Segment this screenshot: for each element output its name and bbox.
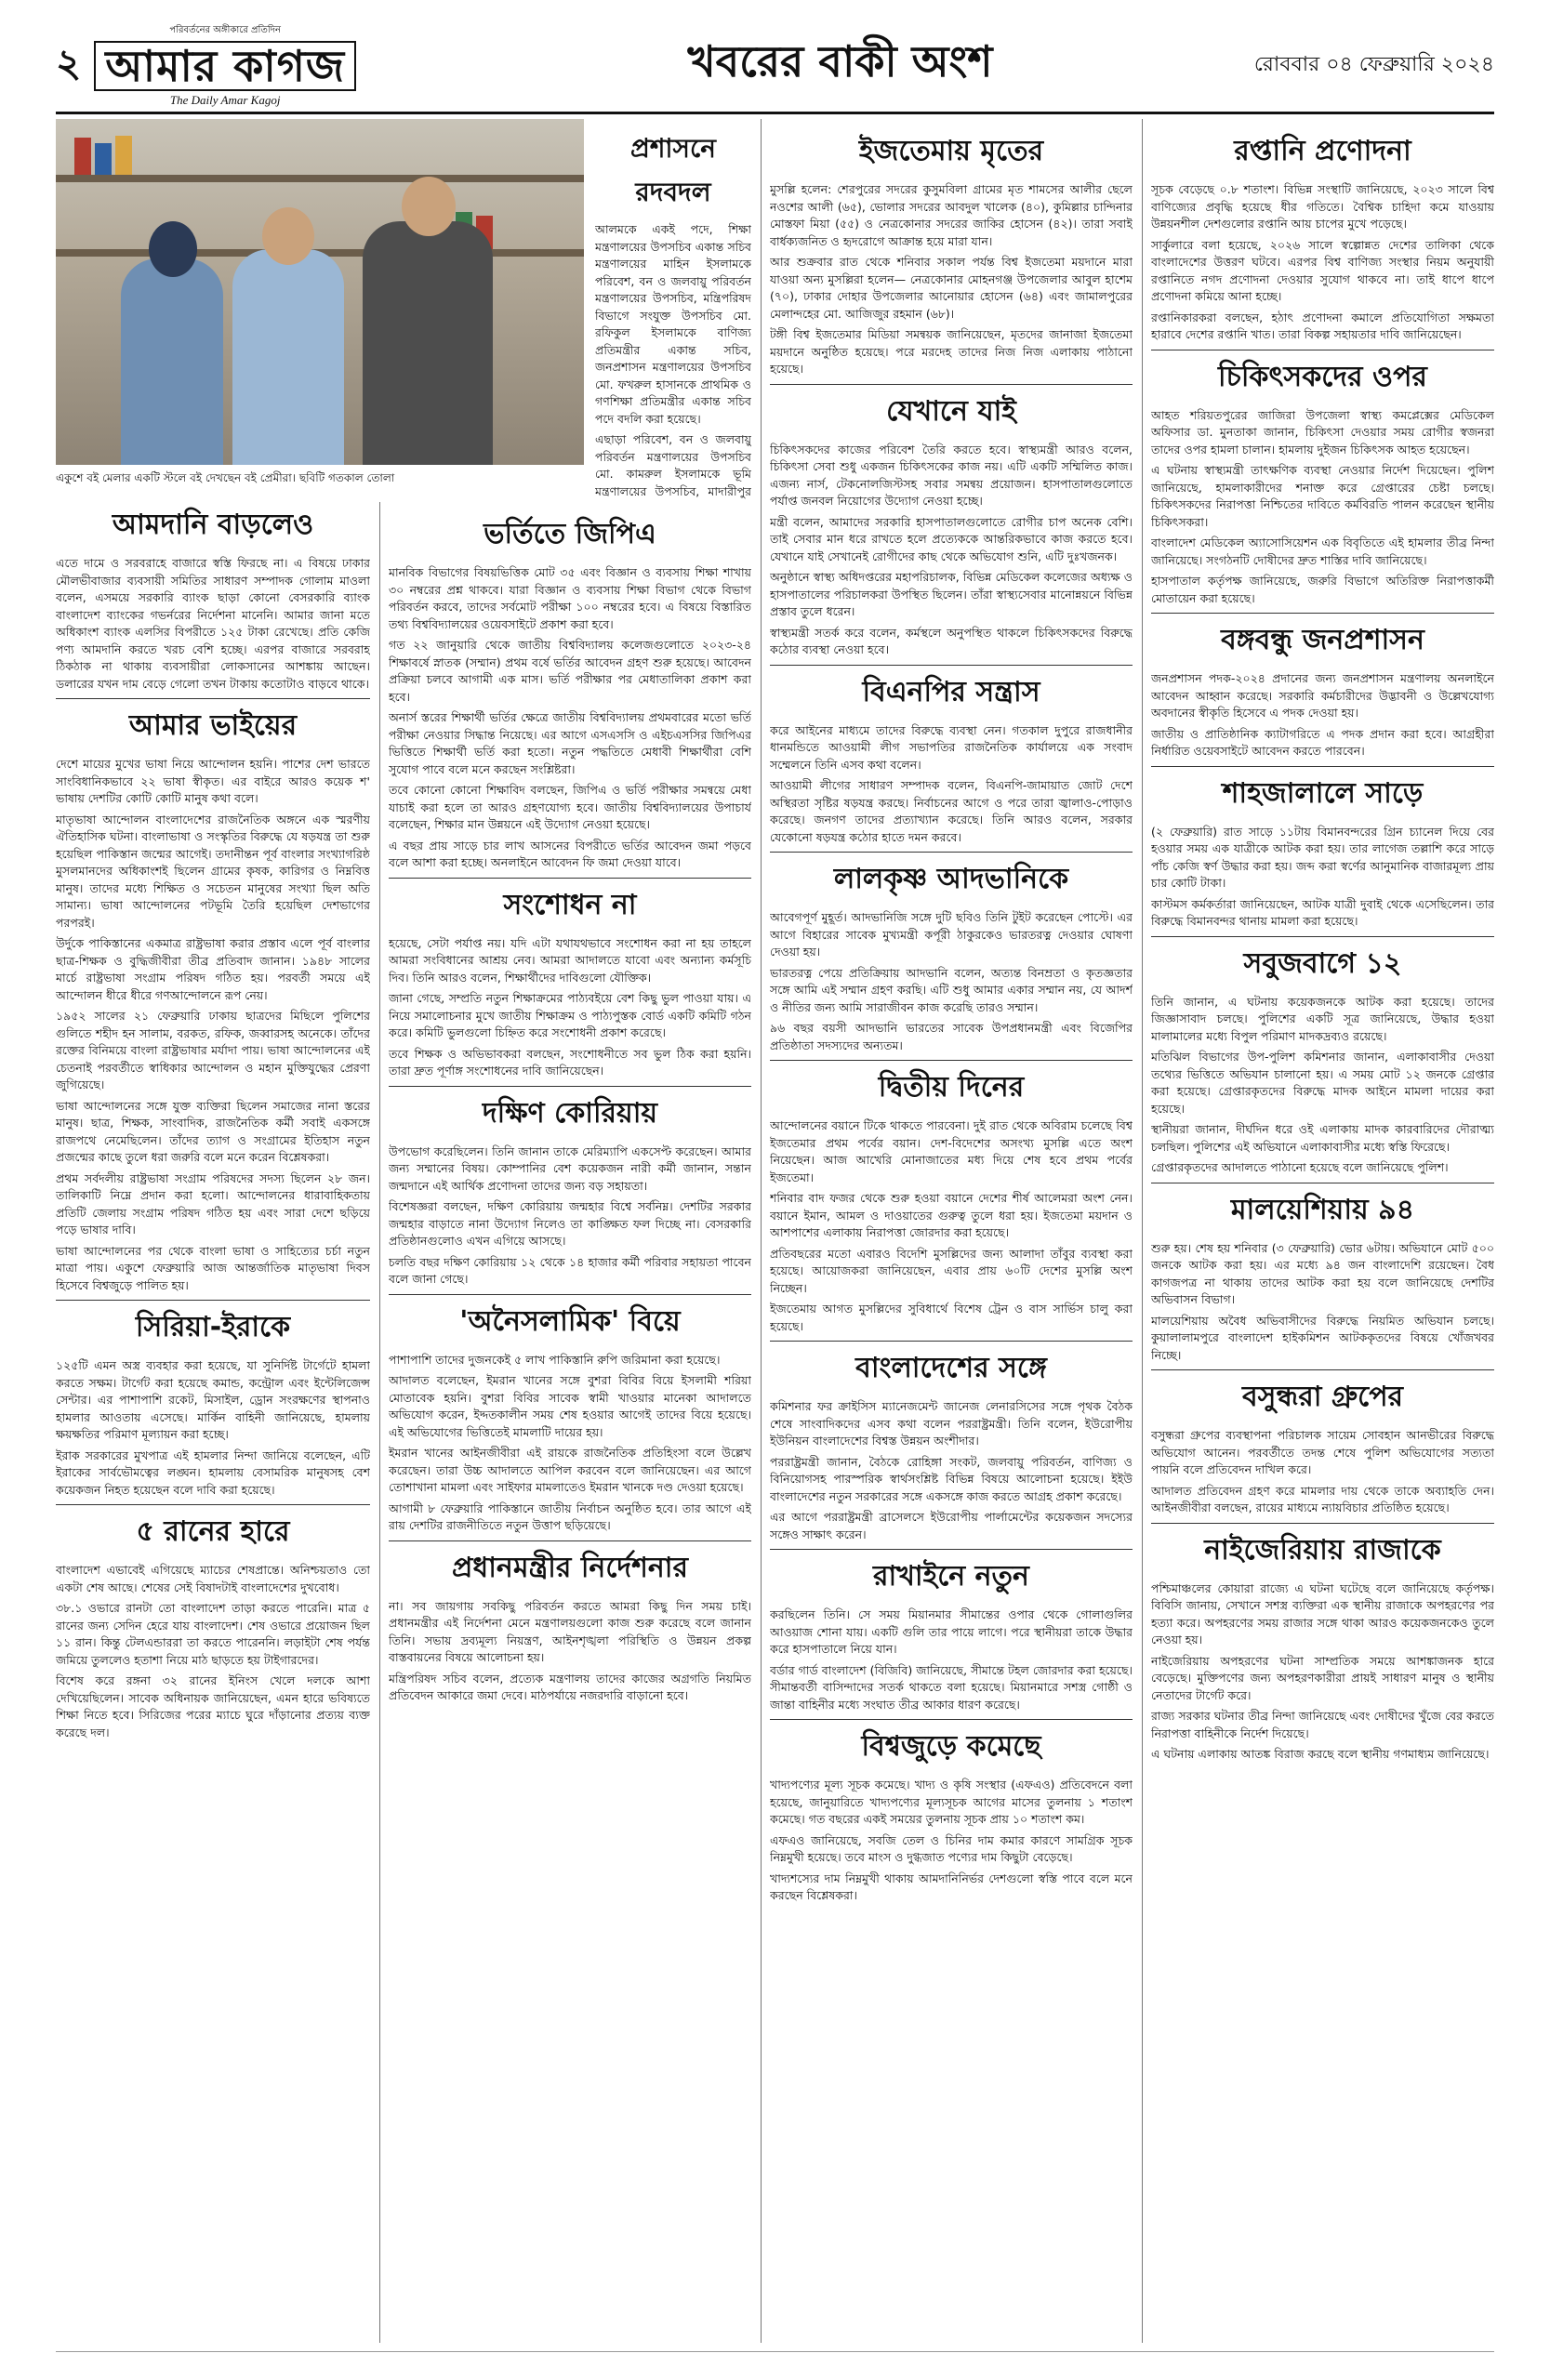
article-ditiyo-din (770, 1060, 1133, 1335)
article-paragraph: না। সব জায়গায় সবকিছু পরিবর্তন করতে আমরা কিছু দিন সময় চাই। প্রধানমন্ত্রীর এই নির্দেশনা মেনে মন্ত্রণালয়গুলো কাজ শুরু করেছে বলে জানান তিনি। সভায় দ্রব্যমূল্য নিয়ন্ত্রণ, আইনশৃঙ্খলা পরিস্থিতি ও উন্নয়ন প্রকল্প বাস্তবায়নের বিষয়ে আলোচনা হয়। (389, 1598, 751, 1664)
article-paragraph: অনার্স স্তরের শিক্ষার্থী ভর্তির ক্ষেত্রে জাতীয় বিশ্ববিদ্যালয় প্রথমবারের মতো ভর্তি পরীক্ষা নেওয়ার সিদ্ধান্ত নিয়েছে। এর আগে এসএসসি ও এইচএসসির জিপিএর ভিত্তিতে শিক্ষার্থী ভর্তি করা হতো। নতুন পদ্ধতিতে মেধাবী শিক্ষার্থীরা বেশি সুযোগ পাবে বলে মনে করছেন সংশ্লিষ্টরা। (389, 710, 751, 776)
photo-caption: একুশে বই মেলার একটি স্টলে বই দেখছেন বই প্রেমীরা। ছবিটি গতকাল তোলা (56, 471, 395, 484)
article-headline: আমার ভাইয়ের (56, 698, 370, 750)
article-rakhine (770, 1549, 1133, 1713)
article-paragraph: এ ঘটনায় স্বাস্থ্যমন্ত্রী তাৎক্ষণিক ব্যবস্থা নেওয়ার নির্দেশ দিয়েছেন। পুলিশ জানিয়েছে, হামলাকারীদের শনাক্ত করে গ্রেপ্তারের চেষ্টা চলছে। চিকিৎসকদের নিরাপত্তা নিশ্চিতের দাবিতে কর্মবিরতি পালন করেছেন স্থানীয় চিকিৎসকরা। (1151, 463, 1494, 529)
article-headline: ৫ রানের হারে (56, 1504, 370, 1556)
article-malaysia (1151, 1183, 1494, 1365)
article-jekhane (770, 384, 1133, 659)
article-headline: লালকৃষ্ণ আদভানিকে (770, 852, 1133, 904)
article-paragraph: পররাষ্ট্রমন্ত্রী জানান, বৈঠকে রোহিঙ্গা সংকট, জলবায়ু পরিবর্তন, বাণিজ্য ও বিনিয়োগসহ পারস্পরিক স্বার্থসংশ্লিষ্ট বিভিন্ন বিষয়ে আলোচনা হয়েছে। ইইউ বাংলাদেশের নতুন সরকারের সঙ্গে একসঙ্গে কাজ করতে আগ্রহ প্রকাশ করেছে। (770, 1454, 1133, 1503)
article-paragraph: মন্ত্রী বলেন, আমাদের সরকারি হাসপাতালগুলোতে রোগীর চাপ অনেক বেশি। তাই সেবার মান ধরে রাখতে হলে প্রত্যেককে আন্তরিকভাবে কাজ করতে হবে। যেখানে যাই সেখানেই রোগীদের কাছ থেকে অভিযোগ শুনি, এটি দুঃখজনক। (770, 514, 1133, 563)
article-headline: বিএনপির সন্ত্রাস (770, 665, 1133, 717)
article-korea (389, 1086, 751, 1289)
article-paragraph: চলতি বছর দক্ষিণ কোরিয়ায় ১২ থেকে ১৪ হাজার কর্মী পরিবার সহায়তা পাবেন বলে জানা গেছে। (389, 1254, 751, 1286)
article-paragraph: ইজতেমায় আগত মুসল্লিদের সুবিধার্থে বিশেষ ট্রেন ও বাস সার্ভিস চালু করা হয়েছে। (770, 1302, 1133, 1333)
article-headline: সবুজবাগে ১২ (1151, 936, 1494, 988)
article-paragraph: উর্দুকে পাকিস্তানের একমাত্র রাষ্ট্রভাষা করার প্রস্তাব এলে পূর্ব বাংলার ছাত্র-শিক্ষক ও বুদ্ধিজীবীরা তীব্র প্রতিবাদ জানান। ১৯৪৮ সালের মার্চে রাষ্ট্রভাষা সংগ্রাম পরিষদ গঠিত হয়। পরবর্তী সময়ে এই আন্দোলন ধীরে ধীরে গণআন্দোলনে রূপ নেয়। (56, 936, 370, 1002)
paper-slogan: পরিবর্তনের অঙ্গীকারে প্রতিদিন (169, 24, 281, 35)
column-3 (770, 119, 1133, 2343)
article-pm-directive (389, 1540, 751, 1705)
article-paragraph: মন্ত্রিপরিষদ সচিব বলেন, প্রত্যেক মন্ত্রণালয় তাদের কাজের অগ্রগতি নিয়মিত প্রতিবেদন আকারে জমা দেবে। মাঠপর্যায়ে নজরদারি বাড়ানো হবে। (389, 1671, 751, 1702)
article-paragraph: নাইজেরিয়ায় অপহরণের ঘটনা সাম্প্রতিক সময়ে আশঙ্কাজনক হারে বেড়েছে। মুক্তিপণের জন্য অপহরণকারীরা প্রায়ই সাধারণ মানুষ ও স্থানীয় নেতাদের টার্গেট করে। (1151, 1653, 1494, 1702)
article-paragraph: করে আইনের মাধ্যমে তাদের বিরুদ্ধে ব্যবস্থা নেন। গতকাল দুপুরে রাজধানীর ধানমন্ডিতে আওয়ামী লীগ সভাপতির রাজনৈতিক কার্যালয়ে এক সংবাদ সম্মেলনে তিনি এসব কথা বলেন। (770, 722, 1133, 772)
column-2 (389, 502, 751, 2343)
article-paragraph: জনপ্রশাসন পদক-২০২৪ প্রদানের জন্য জনপ্রশাসন মন্ত্রণালয় অনলাইনে আবেদন আহ্বান করেছে। সরকারি কর্মচারীদের উদ্ভাবনী ও উল্লেখযোগ্য অবদানের স্বীকৃতি হিসেবে এ পদক দেওয়া হয়। (1151, 671, 1494, 720)
article-paragraph: বর্ডার গার্ড বাংলাদেশ (বিজিবি) জানিয়েছে, সীমান্তে টহল জোরদার করা হয়েছে। সীমান্তবর্তী বাসিন্দাদের সতর্ক থাকতে বলা হয়েছে। মিয়ানমারে সশস্ত্র গোষ্ঠী ও জান্তা বাহিনীর মধ্যে সংঘাত তীব্র আকার ধারণ করেছে। (770, 1662, 1133, 1712)
article-paragraph: মুসল্লি হলেন: শেরপুরের সদরের কুসুমবিলা গ্রামের মৃত শামসের আলীর ছেলে নওশের আলী (৬৫), ভোলার সদরের আবদুল খালেক (৪০), কুমিল্লার চান্দিনার মোস্তফা মিয়া (৫৫) ও নেত্রকোনার সদরের জাকির হোসেন (৪২)। তারা সবাই বার্ধক্যজনিত ও হৃদরোগে আক্রান্ত হয়ে মারা যান। (770, 182, 1133, 248)
article-paragraph: মাতৃভাষা আন্দোলন বাংলাদেশের রাজনৈতিক অঙ্গনে এক স্মরণীয় ঐতিহাসিক ঘটনা। বাংলাভাষা ও সংস্কৃতির বিরুদ্ধে যে ষড়যন্ত্র তা শুরু হয়েছিল পাকিস্তান জন্মের আগেই। তদানীন্তন পূর্ব বাংলার সংখ্যাগরিষ্ঠ মুসলমানদের অধিকাংশই ছিলেন গ্রামের কৃষক, কারিগর ও নিম্নবিত্ত মানুষ। তাদের মধ্যে শিক্ষিত ও সচেতন মানুষের সংখ্যা ছিল অতি সামান্য। ভাষা আন্দোলনের পটভূমি তৈরি হয়েছিল দেশভাগের পরপরই। (56, 812, 370, 930)
article-headline: মালয়েশিয়ায় ৯৪ (1151, 1183, 1494, 1235)
article-paragraph: স্থানীয়রা জানান, দীর্ঘদিন ধরে ওই এলাকায় মাদক কারবারিদের দৌরাত্ম্য চলছিল। পুলিশের এই অভিযানে এলাকাবাসীর মধ্যে স্বস্তি ফিরেছে। (1151, 1122, 1494, 1154)
article-paragraph: মতিঝিল বিভাগের উপ-পুলিশ কমিশনার জানান, এলাকাবাসীর দেওয়া তথ্যের ভিত্তিতে অভিযান চালানো হয়। এ সময় মোট ১২ জনকে গ্রেপ্তার করা হয়েছে। গ্রেপ্তারকৃতদের বিরুদ্ধে মাদক আইনে মামলা দায়ের করা হয়েছে। (1151, 1050, 1494, 1116)
article-headline: চিকিৎসকদের ওপর (1151, 350, 1494, 402)
footer-rule (56, 2351, 1494, 2352)
article-paragraph: হয়েছে, সেটা পর্যাপ্ত নয়। যদি এটা যথাযথভাবে সংশোধন করা না হয় তাহলে আমরা সংবিধানের আশ্রয় নেব। আমরা আদালতে যাবো এবং অন্যান্য কর্মসূচি দিব। তিনি আরও বলেন, শিক্ষার্থীদের দাবিগুলো যৌক্তিক। (389, 935, 751, 985)
masthead (56, 19, 1494, 112)
article-paragraph: কাস্টমস কর্মকর্তারা জানিয়েছেন, আটক যাত্রী দুবাই থেকে এসেছিলেন। তার বিরুদ্ধে বিমানবন্দর থানায় মামলা করা হয়েছে। (1151, 896, 1494, 928)
article-paragraph: তিনি জানান, এ ঘটনায় কয়েকজনকে আটক করা হয়েছে। তাদের জিজ্ঞাসাবাদ চলছে। পুলিশের একটি সূত্র জানিয়েছে, উদ্ধার হওয়া মালামালের মধ্যে বিপুল পরিমাণ মাদকদ্রব্যও রয়েছে। (1151, 994, 1494, 1043)
article-paragraph: ইরাক সরকারের মুখপাত্র এই হামলার নিন্দা জানিয়ে বলেছেন, এটি ইরাকের সার্বভৌমত্বের লঙ্ঘন। হামলায় বেসামরিক মানুষসহ বেশ কয়েকজন নিহত হয়েছেন বলে দাবি করা হয়েছে। (56, 1448, 370, 1497)
article-paragraph: আবেগপূর্ণ মুহূর্ত। আদভানিজি সঙ্গে দুটি ছবিও তিনি টুইট করেছেন পোস্টে। এর আগে বিহারের সাবেক মুখ্যমন্ত্রী কর্পূরী ঠাকুরকেও ভারতরত্ন দেওয়ার ঘোষণা দেওয়া হয়। (770, 910, 1133, 959)
masthead-rule (56, 112, 1494, 114)
article-paragraph: আদালত বলেছেন, ইমরান খানের সঙ্গে বুশরা বিবির বিয়ে ইসলামী শরিয়া মোতাবেক হয়নি। বুশরা বিবির সাবেক স্বামী খাওয়ার মানেকা আদালতে অভিযোগ করেন, ইদ্দতকালীন সময় শেষ হওয়ার আগেই তাদের বিয়ে হয়েছে। এই অভিযোগের ভিত্তিতেই মামলাটি দায়ের হয়। (389, 1373, 751, 1439)
issue-date: রোববার ০৪ ফেব্রুয়ারি ২০২৪ (1253, 52, 1494, 76)
article-paragraph: গ্রেপ্তারকৃতদের আদালতে পাঠানো হয়েছে বলে জানিয়েছে পুলিশ। (1151, 1160, 1449, 1174)
article-paragraph: স্বাস্থ্যমন্ত্রী সতর্ক করে বলেন, কর্মস্থলে অনুপস্থিত থাকলে চিকিৎসকদের বিরুদ্ধে কঠোর ব্যবস্থা নেওয়া হবে। (770, 625, 1133, 656)
article-paragraph: বিশেষ করে রঙ্গনা ৩২ রানের ইনিংস খেলে দলকে আশা দেখিয়েছিলেন। সাবেক অধিনায়ক জানিয়েছেন, এমন হারে ভবিষ্যতে শিক্ষা নিতে হবে। সিরিজের পরের ম্যাচে ঘুরে দাঁড়ানোর প্রত্যয় ব্যক্ত করেছে দল। (56, 1673, 370, 1739)
article-songshodhon (389, 878, 751, 1080)
article-paragraph: অনুষ্ঠানে স্বাস্থ্য অধিদপ্তরের মহাপরিচালক, বিভিন্ন মেডিকেল কলেজের অধ্যক্ষ ও হাসপাতালের পরিচালকরা উপস্থিত ছিলেন। তাঁরা স্বাস্থ্যসেবার মানোন্নয়নে বিভিন্ন প্রস্তাব তুলে ধরেন। (770, 570, 1133, 618)
article-paragraph: মানবিক বিভাগের বিষয়ভিত্তিক মোট ৩৫ এবং বিজ্ঞান ও ব্যবসায় শিক্ষা শাখায় ৩০ নম্বরের প্রশ্ন থাকবে। যারা বিজ্ঞান ও ব্যবসায় শিক্ষা বিভাগ থেকে বিভাগ পরিবর্তন করবে, তাদের সর্বমোট পরীক্ষা ১০০ নম্বরের হবে। এ বিষয়ে বিস্তারিত তথ্য বিশ্ববিদ্যালয়ের ওয়েবসাইটে প্রকাশ করা হবে। (389, 565, 751, 631)
article-headline: প্রধানমন্ত্রীর নির্দেশনার (389, 1540, 751, 1593)
article-paragraph: এর আগে পররাষ্ট্রমন্ত্রী ব্রাসেলসে ইউরোপীয় পার্লামেন্টের কয়েকজন সদস্যের সঙ্গেও সাক্ষাৎ করেন। (770, 1510, 1133, 1541)
article-headline: বিশ্বজুড়ে কমেছে (770, 1719, 1133, 1771)
article-paragraph: আগামী ৮ ফেব্রুয়ারি পাকিস্তানে জাতীয় নির্বাচন অনুষ্ঠিত হবে। তার আগে এই রায় দেশটির রাজনীতিতে নতুন উত্তাপ ছড়িয়েছে। (389, 1501, 751, 1532)
article-paragraph: তবে কোনো কোনো শিক্ষাবিদ বলছেন, জিপিএ ও ভর্তি পরীক্ষার সমন্বয়ে মেধা যাচাই করা হলে তা আরও গ্রহণযোগ্য হবে। জাতীয় বিশ্ববিদ্যালয়ের উপাচার্য বলেছেন, শিক্ষার মান উন্নয়নে এই উদ্যোগ নেওয়া হয়েছে। (389, 783, 751, 831)
article-paragraph: ৯৬ বছর বয়সী আদভানি ভারতের সাবেক উপপ্রধানমন্ত্রী এবং বিজেপির প্রতিষ্ঠাতা সদস্যদের অন্যতম। (770, 1021, 1133, 1052)
article-paragraph: গত ২২ জানুয়ারি থেকে জাতীয় বিশ্ববিদ্যালয় কলেজগুলোতে ২০২৩-২৪ শিক্ষাবর্ষে স্নাতক (সম্মান) প্রথম বর্ষে ভর্তির আবেদন গ্রহণ শুরু হয়েছে। আবেদন প্রক্রিয়া চলবে আগামী এক মাস। ভর্তি পরীক্ষার পর মেধাতালিকা প্রকাশ করা হবে। (389, 638, 751, 704)
article-paragraph: বাংলাদেশ মেডিকেল অ্যাসোসিয়েশন এক বিবৃতিতে এই হামলার তীব্র নিন্দা জানিয়েছে। সংগঠনটি দোষীদের দ্রুত শাস্তির দাবি জানিয়েছে। (1151, 536, 1494, 567)
article-bangladesh-sathe (770, 1341, 1133, 1543)
article-chikitshok (1151, 350, 1494, 608)
article-paragraph: ইমরান খানের আইনজীবীরা এই রায়কে রাজনৈতিক প্রতিহিংসা বলে উল্লেখ করেছেন। তারা উচ্চ আদালতে আপিল করবেন বলে জানিয়েছেন। এর আগে তোশাখানা মামলা এবং সাইফার মামলাতেও ইমরান খানকে দণ্ড দেওয়া হয়েছে। (389, 1446, 751, 1494)
article-syria (56, 1300, 370, 1499)
article-headline: শাহজালালে সাড়ে (1151, 766, 1494, 818)
article-paragraph: ভাষা আন্দোলনের পর থেকে বাংলা ভাষা ও সাহিত্যের চর্চা নতুন মাত্রা পায়। একুশে ফেব্রুয়ারি আজ আন্তর্জাতিক মাতৃভাষা দিবস হিসেবে বিশ্বজুড়ে পালিত হয়। (56, 1243, 370, 1292)
column-divider (761, 119, 762, 2343)
article-paragraph: কমিশনার ফর ক্রাইসিস ম্যানেজমেন্ট জানেজ লেনারসিসের সঙ্গে পৃথক বৈঠক শেষে সাংবাদিকদের এসব কথা বলেন পররাষ্ট্রমন্ত্রী। তিনি বলেন, ইউরোপীয় ইউনিয়ন বাংলাদেশের বিশ্বস্ত উন্নয়ন অংশীদার। (770, 1399, 1133, 1448)
article-paragraph: করছিলেন তিনি। সে সময় মিয়ানমার সীমান্তের ওপার থেকে গোলাগুলির আওয়াজ শোনা যায়। একটি গুলি তার পায়ে লাগে। পরে স্থানীয়রা তাকে উদ্ধার করে হাসপাতালে নিয়ে যান। (770, 1607, 1133, 1656)
article-paragraph: এছাড়া পরিবেশ, বন ও জলবায়ু পরিবর্তন মন্ত্রণালয়ের উপসচিব মো. কামরুল ইসলামকে ভূমি মন্ত্রণালয়ের উপসচিব, মাদারীপুর (595, 432, 751, 498)
article-paragraph: এ ঘটনায় এলাকায় আতঙ্ক বিরাজ করছে বলে স্থানীয় গণমাধ্যম জানিয়েছে। (1151, 1747, 1490, 1761)
article-paragraph: রপ্তানিকারকরা বলছেন, হঠাৎ প্রণোদনা কমালে প্রতিযোগিতা সক্ষমতা হারাবে দেশের রপ্তানি খাত। তারা বিকল্প সহায়তার দাবি জানিয়েছেন। (1151, 310, 1494, 341)
article-boshundhara (1151, 1369, 1494, 1517)
article-headline: সিরিয়া-ইরাকে (56, 1300, 370, 1352)
article-ijtema (770, 125, 1133, 378)
article-paragraph: বাংলাদেশ এভাবেই এগিয়েছে ম্যাচের শেষপ্রান্তে। অনিশ্চয়তাও তো একটা শেষ আছে। শেষের সেই বিষাদটাই বাংলাদেশের দুখবোধ। (56, 1563, 370, 1594)
page-number: ২ (56, 39, 82, 86)
article-paragraph: ১৯৫২ সালের ২১ ফেব্রুয়ারি ঢাকায় ছাত্রদের মিছিলে পুলিশের গুলিতে শহীদ হন সালাম, বরকত, রফিক, জব্বারসহ অনেকে। তাঁদের রক্তের বিনিময়ে বাংলা রাষ্ট্রভাষার মর্যাদা পায়। ভাষা আন্দোলনের এই চেতনাই পরবর্তীতে স্বাধিকার আন্দোলন ও মহান মুক্তিযুদ্ধের প্রেরণা জুগিয়েছে। (56, 1009, 370, 1091)
column-2-upper (595, 119, 751, 500)
article-paragraph: খাদ্যশস্যের দাম নিম্নমুখী থাকায় আমদানিনির্ভর দেশগুলো স্বস্তি পাবে বলে মনে করছেন বিশ্লেষকরা। (770, 1871, 1133, 1902)
article-amdani (56, 498, 370, 693)
article-paragraph: (২ ফেব্রুয়ারি) রাত সাড়ে ১১টায় বিমানবন্দরের গ্রিন চ্যানেল দিয়ে বের হওয়ার সময় এক যাত্রীকে আটক করা হয়। তার লাগেজ তল্লাশি করে সাড়ে পাঁচ কেজি স্বর্ণ উদ্ধার করা হয়। জব্দ করা স্বর্ণের আনুমানিক বাজারমূল্য প্রায় চার কোটি টাকা। (1151, 824, 1494, 890)
article-shahjalal (1151, 766, 1494, 931)
article-paragraph: উপভোগ করেছিলেন। তিনি জানান তাকে মেরিম্যাপি একসেপ্ট করেছেন। আমার জন্য সম্মানের বিষয়। কোম্পানির বেশ কয়েকজন নারী কর্মী জানান, সন্তান জন্মদানে এই আর্থিক প্রণোদনা তাদের জন্য বড় সহায়তা। (389, 1144, 751, 1193)
article-paragraph: হাসপাতাল কর্তৃপক্ষ জানিয়েছে, জরুরি বিভাগে অতিরিক্ত নিরাপত্তাকর্মী মোতায়েন করা হয়েছে। (1151, 574, 1494, 605)
article-headline: দক্ষিণ কোরিয়ায় (389, 1086, 751, 1138)
article-headline: রাখাইনে নতুন (770, 1549, 1133, 1601)
article-headline: সংশোধন না (389, 878, 751, 930)
article-headline: ভর্তিতে জিপিএ (484, 518, 656, 550)
article-amar-bhai (56, 698, 370, 1294)
article-sobujbagh (1151, 936, 1494, 1177)
article-paragraph: আর শুক্রবার রাত থেকে শনিবার সকাল পর্যন্ত বিশ্ব ইজতেমা ময়দানে মারা যাওয়া অন্য মুসল্লিরা হলেন— নেত্রকোনার মোহনগঞ্জ উপজেলার আবুল হাশেম (৭০), ঢাকার দোহার উপজেলার আনোয়ার হোসেন (৬৪) এবং জামালপুরের মেলান্দহের মো. আজিজুর রহমান (৬৮)। (770, 255, 1133, 321)
article-proshashon (595, 125, 751, 500)
article-paragraph: ভারতরত্ন পেয়ে প্রতিক্রিয়ায় আদভানি বলেন, অত্যন্ত বিনম্রতা ও কৃতজ্ঞতার সঙ্গে আমি এই সম্মান গ্রহণ করছি। এটি শুধু আমার একার সম্মান নয়, যে আদর্শ ও নীতির জন্য আমি সারাজীবন কাজ করেছি তারও সম্মান। (770, 965, 1133, 1014)
article-headline: রপ্তানি প্রণোদনা (1234, 135, 1411, 167)
article-headline: ইজতেমায় মৃতের (858, 135, 1044, 167)
article-bnp (770, 665, 1133, 847)
article-paragraph: জানা গেছে, সম্প্রতি নতুন শিক্ষাক্রমের পাঠ্যবইয়ে বেশ কিছু ভুল পাওয়া যায়। এ নিয়ে সমালোচনার মুখে জাতীয় শিক্ষাক্রম ও পাঠ্যপুস্তক বোর্ড একটি কমিটি গঠন করে। কমিটি ভুলগুলো চিহ্নিত করে সংশোধনী প্রকাশ করেছে। (389, 991, 751, 1039)
article-headline: প্রশাসনে রদবদল (629, 133, 717, 207)
article-paragraph: জাতীয় ও প্রাতিষ্ঠানিক ক্যাটাগরিতে এ পদক প্রদান করা হবে। আগ্রহীরা নির্ধারিত ওয়েবসাইটে আবেদন করতে পারবেন। (1151, 726, 1494, 758)
article-paragraph: ভাষা আন্দোলনের সঙ্গে যুক্ত ব্যক্তিরা ছিলেন সমাজের নানা স্তরের মানুষ। ছাত্র, শিক্ষক, সাংবাদিক, রাজনৈতিক কর্মী সবাই একসঙ্গে রাজপথে নেমেছিলেন। তাঁদের ত্যাগ ও সংগ্রামের ইতিহাস নতুন প্রজন্মের কাছে তুলে ধরা জরুরি বলে মনে করেন বিশ্লেষকরা। (56, 1098, 370, 1164)
article-paragraph: শুরু হয়। শেষ হয় শনিবার (৩ ফেব্রুয়ারি) ভোর ৬টায়। অভিযানে মোট ৫০০ জনকে আটক করা হয়। এর মধ্যে ৯৪ জন বাংলাদেশি রয়েছেন। বৈধ কাগজপত্র না থাকায় তাদের আটক করা হয় বলে জানিয়েছে দেশটির অভিবাসন বিভাগ। (1151, 1240, 1494, 1306)
column-1 (56, 493, 370, 2343)
article-headline: 'অনৈসলামিক' বিয়ে (389, 1294, 751, 1346)
article-paragraph: আলমকে একই পদে, শিক্ষা মন্ত্রণালয়ের উপসচিব একান্ত সচিব মন্ত্রণালয়ের মাহিন ইসলামকে পরিবেশ, বন ও জলবায়ু পরিবর্তন মন্ত্রণালয়ের উপসচিব, মন্ত্রিপরিষদ বিভাগে সংযুক্ত উপসচিব মো. রফিকুল ইসলামকে বাণিজ্য প্রতিমন্ত্রীর একান্ত সচিব, জনপ্রশাসন মন্ত্রণালয়ের উপসচিব মো. ফখরুল হাসানকে প্রাথমিক ও গণশিক্ষা প্রতিমন্ত্রীর একান্ত সচিব পদে বদলি করা হয়েছে। (595, 222, 751, 426)
article-paragraph: এফএও জানিয়েছে, সবজি তেল ও চিনির দাম কমার কারণে সামগ্রিক সূচক নিম্নমুখী হয়েছে। তবে মাংস ও দুগ্ধজাত পণ্যের দাম কিছুটা বেড়েছে। (770, 1832, 1133, 1864)
article-headline: বসুন্ধরা গ্রুপের (1151, 1369, 1494, 1421)
article-paragraph: টঙ্গী বিশ্ব ইজতেমার মিডিয়া সমন্বয়ক জানিয়েছেন, মৃতদের জানাজা ইজতেমা ময়দানে অনুষ্ঠিত হয়েছে। পরে মরদেহ তাদের নিজ নিজ এলাকায় পাঠানো হয়েছে। (770, 327, 1133, 376)
book-fair-photo (56, 119, 584, 465)
article-bhorti (389, 508, 751, 872)
article-headline: বাংলাদেশের সঙ্গে (770, 1341, 1133, 1393)
paper-nameplate (94, 23, 356, 108)
article-headline: দ্বিতীয় দিনের (770, 1060, 1133, 1112)
article-paragraph: প্রথম সর্বদলীয় রাষ্ট্রভাষা সংগ্রাম পরিষদের সদস্য ছিলেন ২৮ জন। তালিকাটি নিম্নে প্রদান করা হলো। আন্দোলনের ধারাবাহিকতায় প্রতিটি জেলায় সংগ্রাম পরিষদ গঠিত হয় এবং সারা দেশে ছড়িয়ে পড়ে ভাষার দাবি। (56, 1170, 370, 1236)
article-paragraph: সার্কুলারে বলা হয়েছে, ২০২৬ সালে স্বল্পোন্নত দেশের তালিকা থেকে বাংলাদেশের উত্তরণ ঘটবে। এরপর বিশ্ব বাণিজ্য সংস্থার নিয়ম অনুযায়ী রপ্তানিতে নগদ প্রণোদনা দেওয়ার সুযোগ থাকবে না। তাই ধাপে ধাপে প্রণোদনা কমিয়ে আনা হচ্ছে। (1151, 237, 1494, 303)
article-oneshlamic (389, 1294, 751, 1535)
article-paragraph: আদালত প্রতিবেদন গ্রহণ করে মামলার দায় থেকে তাকে অব্যাহতি দেন। আইনজীবীরা বলছেন, রায়ের মাধ্যমে ন্যায়বিচার প্রতিষ্ঠিত হয়েছে। (1151, 1483, 1494, 1514)
article-paragraph: শনিবার বাদ ফজর থেকে শুরু হওয়া বয়ানে দেশের শীর্ষ আলেমরা অংশ নেন। বয়ানে ইমান, আমল ও দাওয়াতের গুরুত্ব তুলে ধরা হয়। ইজতেমা ময়দান ও আশপাশের এলাকায় নিরাপত্তা জোরদার করা হয়েছে। (770, 1191, 1133, 1239)
article-paragraph: চিকিৎসকদের কাজের পরিবেশ তৈরি করতে হবে। স্বাস্থ্যমন্ত্রী আরও বলেন, চিকিৎসা সেবা শুধু একজন চিকিৎসকের কাজ নয়। এটি একটি সম্মিলিত কাজ। এজন্য নার্স, টেকনোলজিস্টসহ সবার সমন্বয় প্রয়োজন। হাসপাতালগুলোতে পর্যাপ্ত জনবল নিয়োগের উদ্যোগ নেওয়া হচ্ছে। (770, 442, 1133, 508)
article-nigeria (1151, 1523, 1494, 1764)
column-divider (1142, 119, 1143, 2343)
article-paragraph: সূচক বেড়েছে ০.৮ শতাংশ। বিভিন্ন সংস্থাটি জানিয়েছে, ২০২৩ সালে বিশ্ব বাণিজ্যের প্রবৃদ্ধি হয়েছে ধীর গতিতে। বৈশ্বিক চাহিদা কমে যাওয়ায় উন্নয়নশীল দেশগুলোর রপ্তানি আয় চাপের মুখে পড়েছে। (1151, 182, 1494, 231)
paper-name-english: The Daily Amar Kagoj (169, 92, 281, 107)
article-paragraph: বিশেষজ্ঞরা বলছেন, দক্ষিণ কোরিয়ায় জন্মহার বিশ্বে সর্বনিম্ন। দেশটির সরকার জন্মহার বাড়াতে নানা উদ্যোগ নিলেও তা কাঙ্ক্ষিত ফল দিচ্ছে না। বেসরকারি প্রতিষ্ঠানগুলোও এখন এগিয়ে আসছে। (389, 1199, 751, 1248)
article-five-runs (56, 1504, 370, 1741)
article-paragraph: রাজ্য সরকার ঘটনার তীব্র নিন্দা জানিয়েছে এবং দোষীদের খুঁজে বের করতে নিরাপত্তা বাহিনীকে নির্দেশ দিয়েছে। (1151, 1709, 1494, 1740)
article-lalkrishna (770, 852, 1133, 1054)
article-paragraph: আওয়ামী লীগের সাধারণ সম্পাদক বলেন, বিএনপি-জামায়াত জোট দেশে অস্থিরতা সৃষ্টির ষড়যন্ত্র করছে। নির্বাচনের আগে ও পরে তারা জ্বালাও-পোড়াও করেছে। জনগণ তাদের প্রত্যাখ্যান করেছে। তিনি আরও বলেন, সরকার যেকোনো ষড়যন্ত্র কঠোর হাতে দমন করবে। (770, 778, 1133, 844)
article-paragraph: এ বছর প্রায় সাড়ে চার লাখ আসনের বিপরীতে ভর্তির আবেদন জমা পড়বে বলে আশা করা হচ্ছে। অনলাইনে আবেদন ফি জমা দেওয়া যাবে। (389, 838, 751, 869)
article-rochani (1151, 125, 1494, 344)
article-headline: যেখানে যাই (770, 384, 1133, 436)
article-paragraph: পাশাপাশি তাদের দুজনকেই ৫ লাখ পাকিস্তানি রুপি জরিমানা করা হয়েছে। (389, 1352, 721, 1367)
article-headline: আমদানি বাড়লেও (112, 509, 314, 541)
column-divider (379, 502, 380, 2343)
article-paragraph: তবে শিক্ষক ও অভিভাবকরা বলছেন, সংশোধনীতে সব ভুল ঠিক করা হয়নি। তারা দ্রুত পূর্ণাঙ্গ সংশোধনের দাবি জানিয়েছেন। (389, 1046, 751, 1078)
article-paragraph: প্রতিবছরের মতো এবারও বিদেশি মুসল্লিদের জন্য আলাদা তাঁবুর ব্যবস্থা করা হয়েছে। আয়োজকরা জানিয়েছেন, এবার প্রায় ৬০টি দেশের মুসল্লি অংশ নিচ্ছেন। (770, 1246, 1133, 1295)
article-bongobondhu (1151, 613, 1494, 760)
article-headline: বঙ্গবন্ধু জনপ্রশাসন (1151, 613, 1494, 665)
article-paragraph: মালয়েশিয়ায় অবৈধ অভিবাসীদের বিরুদ্ধে নিয়মিত অভিযান চলছে। কুয়ালালামপুরে বাংলাদেশ হাইকমিশন আটককৃতদের বিষয়ে খোঁজখবর নিচ্ছে। (1151, 1313, 1494, 1362)
section-title: খবরের বাকী অংশ (687, 36, 993, 86)
article-paragraph: ৩৮.১ ওভারে রানটা তো বাংলাদেশ তাড়া করতে পারেনি। মাত্র ৫ রানের জন্য সেদিন হেরে যায় বাংলাদেশ। শেষ ওভারে প্রয়োজন ছিল ১১ রান। কিন্তু টেলএন্ডাররা তা করতে পারেননি। লড়াইটা শেষ পর্যন্ত জমিয়ে তুললেও হতাশা নিয়ে মাঠ ছাড়তে হয় টাইগারদের। (56, 1601, 370, 1667)
paper-logo (56, 23, 493, 108)
article-paragraph: খাদ্যপণ্যের মূল্য সূচক কমেছে। খাদ্য ও কৃষি সংস্থার (এফএও) প্রতিবেদনে বলা হয়েছে, জানুয়ারিতে খাদ্যপণ্যের মূল্যসূচক আগের মাসের তুলনায় ১ শতাংশ কমেছে। গত বছরের একই সময়ের তুলনায় সূচক প্রায় ১০ শতাংশ কম। (770, 1778, 1133, 1826)
article-paragraph: পশ্চিমাঞ্চলের কোয়ারা রাজ্যে এ ঘটনা ঘটেছে বলে জানিয়েছে কর্তৃপক্ষ। বিবিসি জানায়, সেখানে সশস্ত্র ব্যক্তিরা এক স্থানীয় রাজাকে অপহরণের পর হত্যা করে। অপহরণের সময় রাজার সঙ্গে থাকা আরও কয়েকজনকেও তুলে নেওয়া হয়। (1151, 1580, 1494, 1646)
article-paragraph: বসুন্ধরা গ্রুপের ব্যবস্থাপনা পরিচালক সায়েম সোবহান আনভীরের বিরুদ্ধে অভিযোগ আনেন। পরবর্তীতে তদন্ত শেষে পুলিশ অভিযোগের সত্যতা পায়নি বলে প্রতিবেদন দাখিল করে। (1151, 1428, 1494, 1476)
article-paragraph: আহত শরিয়তপুরের জাজিরা উপজেলা স্বাস্থ্য কমপ্লেক্সের মেডিকেল অফিসার ডা. মুনতাকা জানান, চিকিৎসা দেওয়ার সময় রোগীর স্বজনরা তাদের ওপর হামলা চালান। হামলায় দুইজন চিকিৎসক আহত হয়েছেন। (1151, 407, 1494, 456)
paper-name: আমার কাগজ (94, 41, 356, 91)
article-headline: নাইজেরিয়ায় রাজাকে (1151, 1523, 1494, 1575)
article-paragraph: আন্দোলনের বয়ানে টিকে থাকতে পারবেনা। দুই রাত থেকে অবিরাম চলেছে বিশ্ব ইজতেমার প্রথম পর্বের বয়ান। দেশ-বিদেশের অসংখ্য মুসল্লি এতে অংশ নিয়েছেন। আজ আখেরি মোনাজাতের মধ্য দিয়ে শেষ হবে প্রথম পর্বের ইজতেমা। (770, 1118, 1133, 1184)
column-4 (1151, 119, 1494, 2343)
article-paragraph: দেশে মায়ের মুখের ভাষা নিয়ে আন্দোলন হয়নি। পাশের দেশ ভারতে সাংবিধানিকভাবে ২২ ভাষা স্বীকৃত। এর বাইরে আরও কয়েক শ' ভাষায় দেশটির কোটি কোটি মানুষ কথা বলে। (56, 757, 370, 805)
article-paragraph: এতে দামে ও সরবরাহে বাজারে স্বস্তি ফিরছে না। এ বিষয়ে ঢাকার মৌলভীবাজার ব্যবসায়ী সমিতির সাধারণ সম্পাদক গোলাম মাওলা বলেন, এসময়ে সরকারি ব্যাংক ছাড়া কোনো বেসরকারি ব্যাংক বাংলাদেশ ব্যাংকের গভর্নরের নির্দেশনা মানেনি। আমার জানা মতে অধিকাংশ ব্যাংক এলসির বিপরীতে ১২৫ টাকা রেখেছে। প্রতি কেজি পণ্য আমদানি করতে খরচ বেশি হচ্ছে। এরপর বাজারে সরবরাহ ঠিকঠাক না থাকায় ব্যবসায়ীরা লোকসানের আশঙ্কায় আছেন। ডলারের যখন দাম বেড়ে গেলো তখন টাকায় কতোটাও বাড়বে থাকে। (56, 556, 370, 691)
article-paragraph: ১২৫টি এমন অস্ত্র ব্যবহার করা হয়েছে, যা সুনির্দিষ্ট টার্গেটে হামলা করতে সক্ষম। টার্গেট করা হয়েছে কমান্ড, কন্ট্রোল এবং ইন্টেলিজেন্স সেন্টার। এর পাশাপাশি রকেট, মিসাইল, ড্রোন সংরক্ষণের স্থাপনাও হামলার আওতায় এসেছে। মার্কিন বাহিনী জানিয়েছে, হামলায় ক্ষয়ক্ষতির পরিমাণ মূল্যায়ন করা হচ্ছে। (56, 1358, 370, 1441)
article-bishwajure (770, 1719, 1133, 1905)
